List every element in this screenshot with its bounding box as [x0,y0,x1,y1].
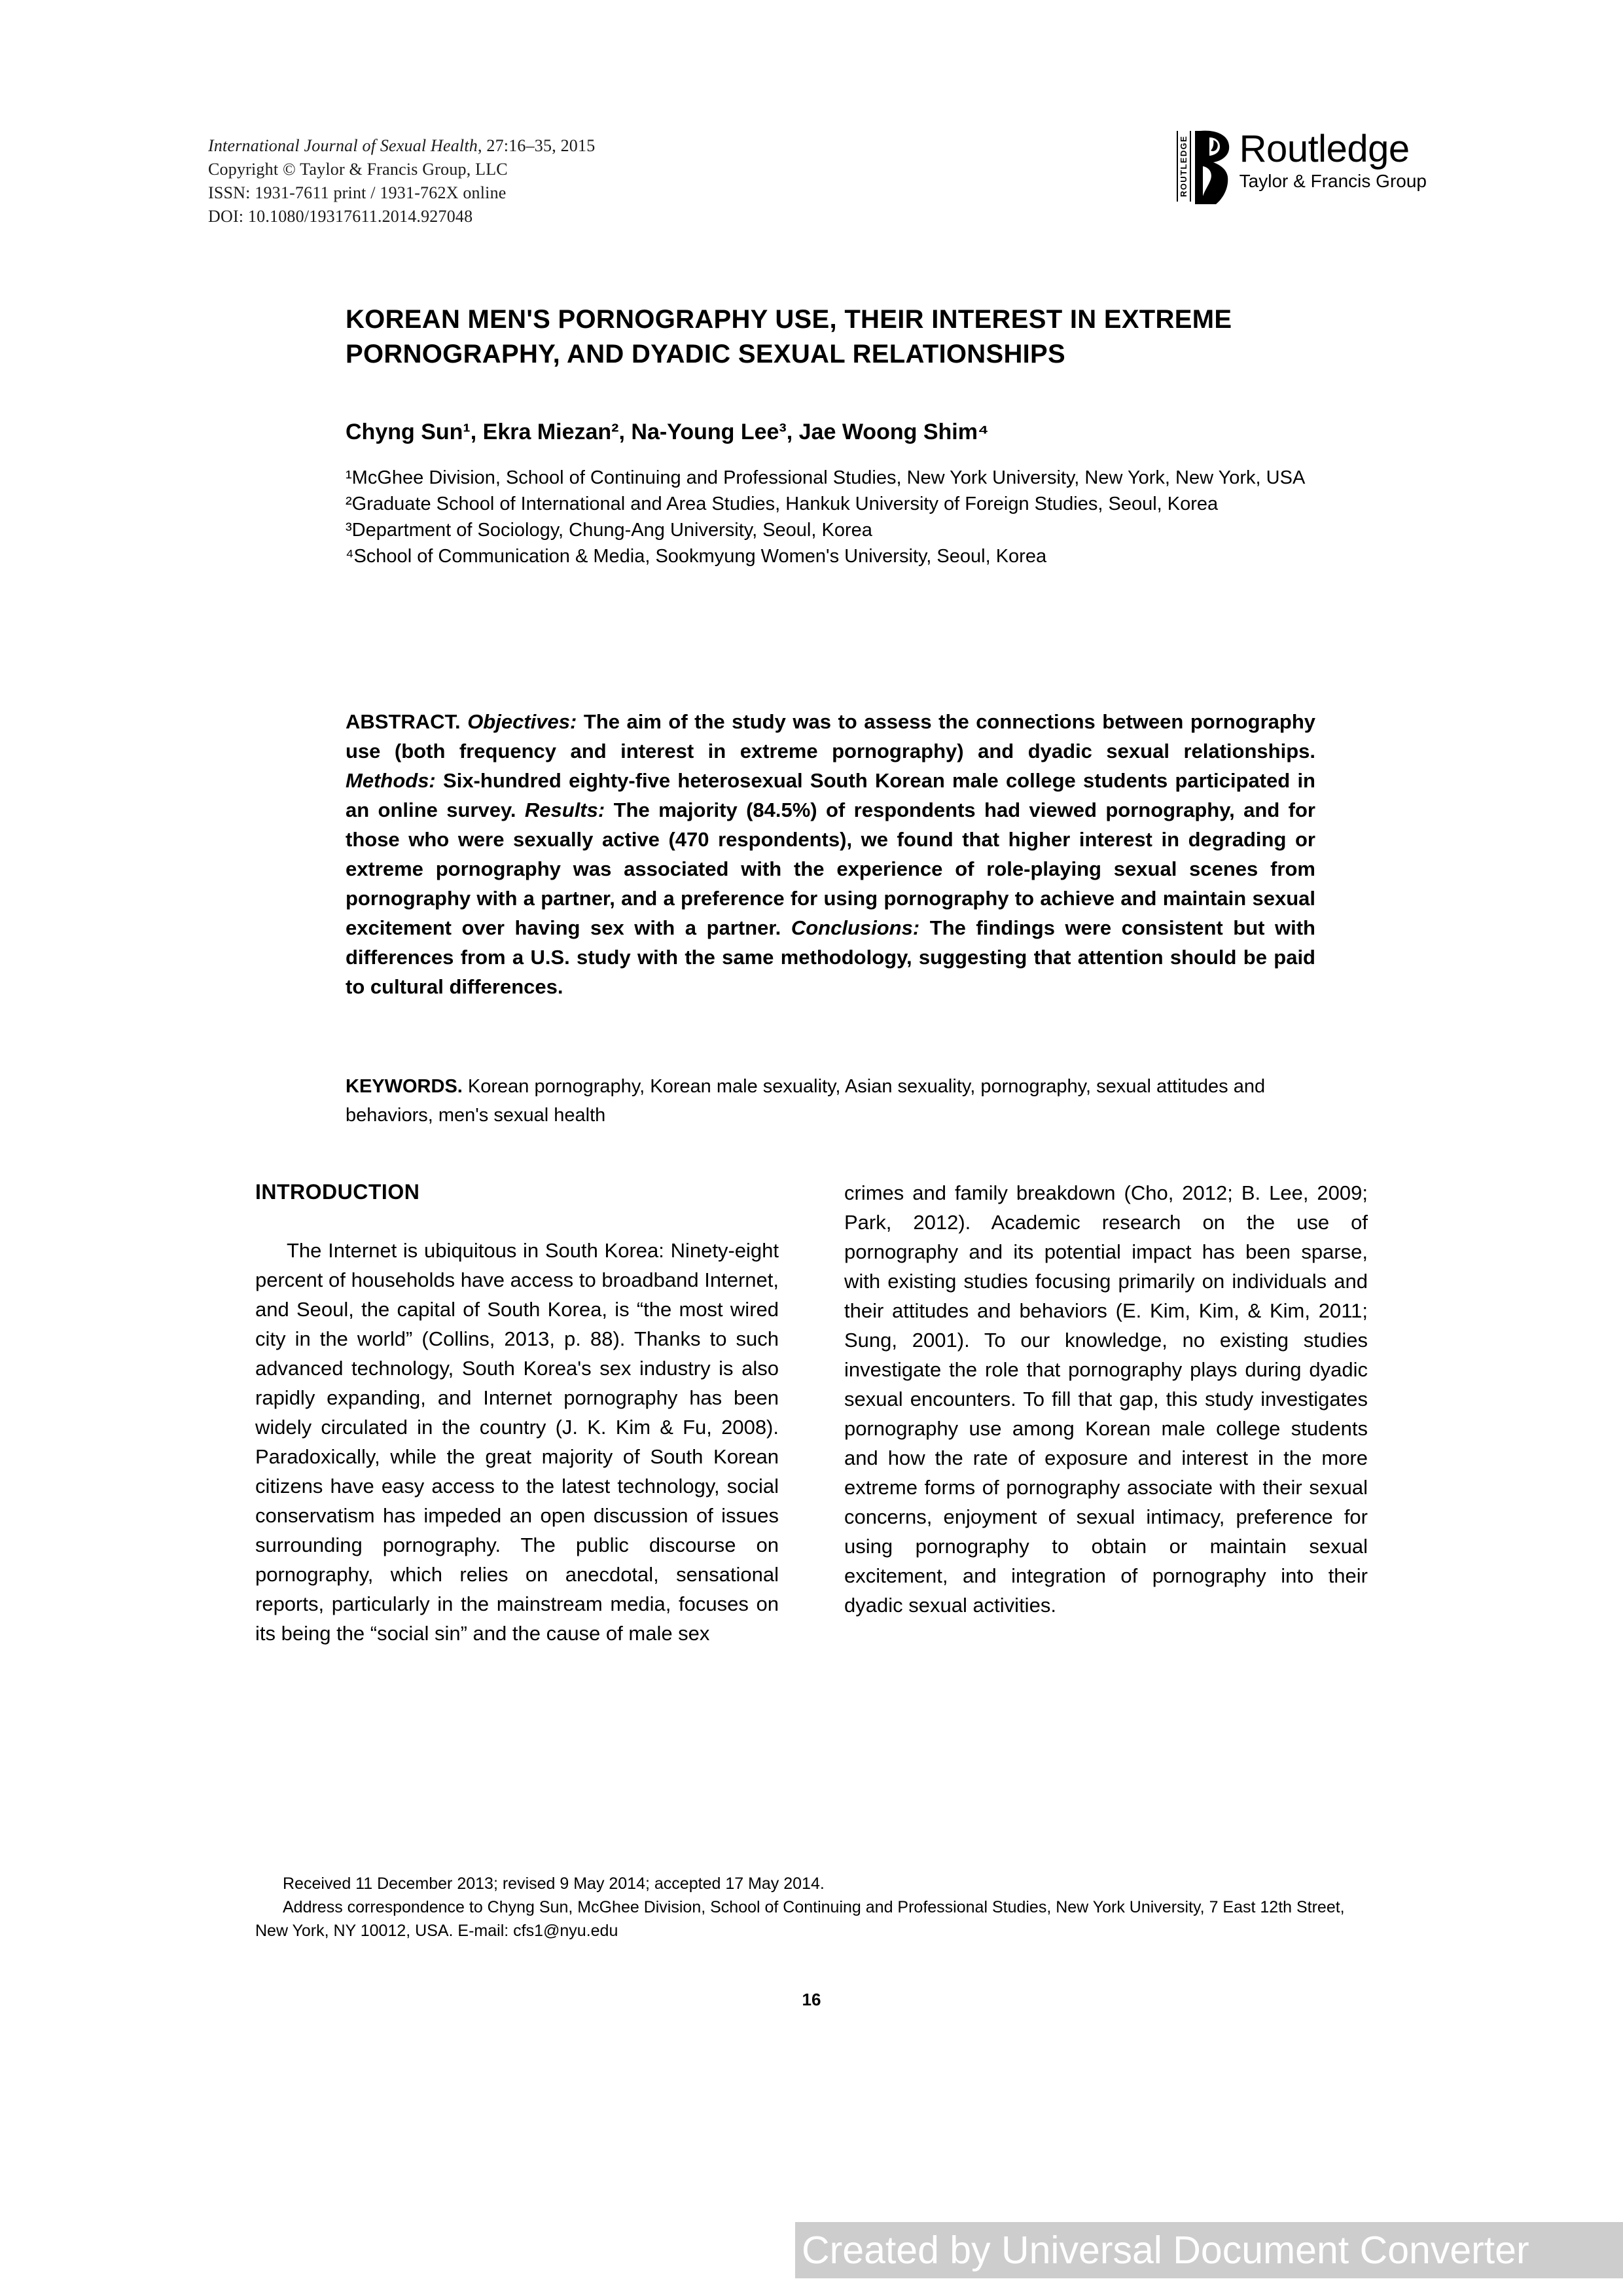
doi-line: DOI: 10.1080/19317611.2014.927048 [208,207,473,226]
routledge-r-figure-icon [1194,128,1234,209]
abstract-methods-text: Six-hundred eighty-five heterosexual South Korean male college students participated in an online survey. [346,769,1315,821]
page-number: 16 [802,1990,821,2009]
body-column-left [255,1178,779,1648]
abstract-conclusions-text: The findings were consistent but with differences from a U.S. study with the same methodology, suggesting that attention should be paid to cultural differences. [346,916,1315,998]
keywords-block [346,1072,1315,1130]
journal-masthead [208,134,1124,228]
paragraph: crimes and family breakdown (Cho, 2012; B. Lee, 2009; Park, 2012). Academic research on the use of pornography and its potential impact has been sparse, with existing studies focusing primarily on individuals and their attitudes and behaviors (E. Kim, Kim, & Kim, 2011; Sung, 2001). To our knowledge, no existing studies investigate the role that pornography plays during dyadic sexual encounters. To fill that gap, this study investigates pornography use among Korean male college students and how the rate of exposure and interest in the more extreme forms of pornography associate with their sexual concerns, enjoyment of sexual intimacy, preference for using pornography to obtain or maintain sexual excitement, and integration of pornography into their dyadic sexual activities. [844,1181,1368,1617]
affiliation-item: ⁴School of Communication & Media, Sookmyung Women's University, Seoul, Korea [346,546,1047,567]
section-heading-introduction: INTRODUCTION [255,1180,420,1204]
affiliations-block [346,465,1327,569]
journal-volume: , 27:16–35, 2015 [477,136,596,155]
journal-citation-line [208,134,1124,158]
issn-line: ISSN: 1931-7611 print / 1931-762X online [208,183,507,202]
copyright-line: Copyright © Taylor & Francis Group, LLC [208,160,508,179]
keywords-label: KEYWORDS. [346,1076,463,1097]
routledge-vertical-text: ROUTLEDGE [1177,131,1191,202]
affiliation-item: ¹McGhee Division, School of Continuing and Professional Studies, New York University, New York, New York, USA [346,467,1306,488]
abstract-conclusions-label: Conclusions: [791,916,920,939]
routledge-name: Routledge [1239,128,1410,170]
abstract-results-label: Results: [524,798,605,821]
affiliation-item: ³Department of Sociology, Chung-Ang University, Seoul, Korea [346,520,872,541]
journal-name: International Journal of Sexual Health [208,136,478,155]
keywords-text: Korean pornography, Korean male sexuality, Asian sexuality, pornography, sexual attitudes and behaviors, men's sexual health [346,1076,1266,1126]
abstract-objectives-text: The aim of the study was to assess the connections between pornography use (both frequency and interest in extreme pornography) and dyadic sexual relationships. [346,710,1315,762]
abstract-methods-label: Methods: [346,769,436,792]
correspondence-line: Address correspondence to Chyng Sun, McGhee Division, School of Continuing and Professional Studies, New York University, 7 East 12th Street, New York, NY 10012, USA. E-mail: cfs1@nyu.edu [255,1898,1345,1940]
author-list: Chyng Sun¹, Ekra Miezan², Na-Young Lee³, Jae Woong Shim⁴ [346,420,989,444]
article-title: KOREAN MEN'S PORNOGRAPHY USE, THEIR INTEREST IN EXTREME PORNOGRAPHY, AND DYADIC SEXUAL RELATIONSHIPS [346,305,1232,368]
abstract-results-text: The majority (84.5%) of respondents had viewed pornography, and for those who were sexually active (470 respondents), we found that higher interest in degrading or extreme pornography was associated with the experience of role-playing sexual scenes from pornography with a partner, and a preference for using pornography to achieve and maintain sexual excitement over having sex with a partner. [346,798,1315,939]
footnote-block [255,1872,1368,1943]
abstract-label: ABSTRACT. [346,710,461,733]
received-dates-line: Received 11 December 2013; revised 9 May 2014; accepted 17 May 2014. [283,1874,825,1893]
affiliation-item: ²Graduate School of International and Area Studies, Hankuk University of Foreign Studies, Seoul, Korea [346,493,1219,514]
body-column-right [844,1178,1368,1620]
abstract-objectives-label: Objectives: [467,710,577,733]
watermark-banner: Created by Universal Document Converter [795,2222,1623,2278]
routledge-logo [1177,128,1427,209]
taylor-francis-group-label: Taylor & Francis Group [1239,171,1427,191]
paragraph: The Internet is ubiquitous in South Korea: Ninety-eight percent of households have access to broadband Internet, and Seoul, the capital of South Korea, is “the most wired city in the world” (Collins, 2013, p. 88). Thanks to such advanced technology, South Korea's sex industry is also rapidly expanding, and Internet pornography has been widely circulated in the country (J. K. Kim & Fu, 2008). Paradoxically, while the great majority of South Korean citizens have easy access to the latest technology, social conservatism has impeded an open discussion of issues surrounding pornography. The public discourse on pornography, which relies on anecdotal, sensational reports, particularly in the mainstream media, focuses on its being the “social sin” and the cause of male sex [255,1239,779,1645]
routledge-wordmark [1240,128,1427,192]
abstract-block [346,707,1315,1001]
